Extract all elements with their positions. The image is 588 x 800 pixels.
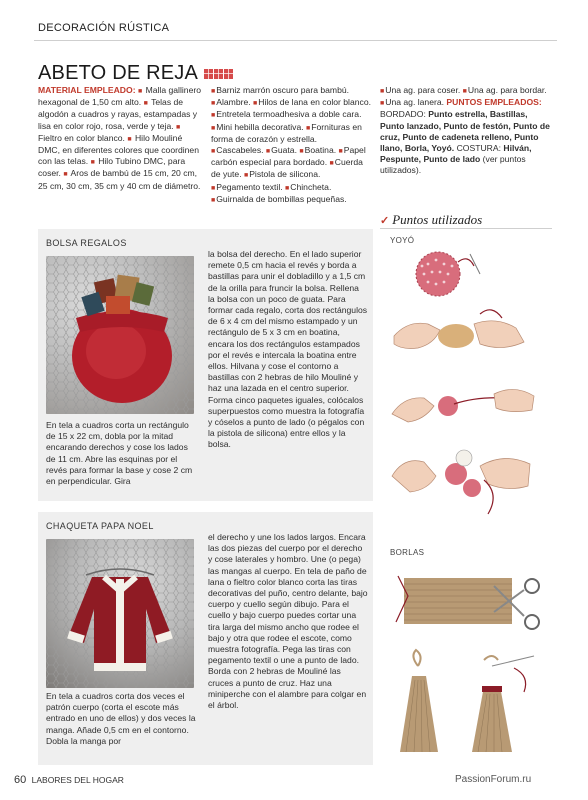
bullet-icon: ■ [253,100,258,108]
material-item: Fornituras en forma de corazón y estrella. [211,121,362,144]
bullet-icon: ■ [211,100,216,108]
costura-label: COSTURA: [456,143,501,154]
bullet-icon: ■ [90,159,95,167]
bullet-icon: ■ [211,148,216,156]
material-item: Barniz marrón oscuro para bambú. [216,85,350,95]
bullet-icon: ■ [299,148,304,156]
material-item: Cuerda de yute. [211,157,363,180]
bullet-icon: ■ [285,184,290,192]
material-item: Una ag. lanera. [385,97,444,108]
bullet-icon: ■ [127,135,132,143]
material-item: Guirnalda de bombillas pequeñas. [216,193,347,204]
costura-list: Hilván, Pespunte, Punto de lado [380,143,532,165]
bordado-list: Punto estrella, Bastillas, Punto lanzado, Punto de festón, Punto de cruz, Punto de cadeneta relleno, Punto llano, Borla, Yoyó. [380,109,550,154]
bullet-icon: ■ [63,171,68,179]
materials-column-2 [211,85,371,206]
chaqueta-text-right: el derecho y une los lados largos. Encara las dos piezas del cuerpo por el derecho y cose laterales y hombro. Une (o pega) las mangas al cuerpo. En tela de paño de lana o fieltro color blanco corta las tiras decorativas del puño, centro delante, bajo cuerpo y cuello según dibujo. Para el cuello y bajo cuerpo puedes cortar una tira larga del mismo ancho que rodee el bajo y otra que rodee el escote, como muestra fotografía. Pega las tiras con pegamento textil o une a punto de lado. Borda con 2 hebras de Mouliné las cruces a punto de cruz. Haz una miniperche con el alambre para colgar en el árbol. [208,532,368,711]
bullet-icon: ■ [137,88,143,95]
material-item: Una ag. para bordar. [467,85,547,95]
material-item: Entretela termoadhesiva a doble cara. [216,109,362,120]
materials-intro: Malla gallinero hexagonal de 1,50 cm alto. [38,85,201,108]
material-item: Pistola de silicona. [249,169,321,180]
chaqueta-title: CHAQUETA PAPA NOEL [46,521,154,531]
material-item: Hilo Tubino DMC, para coser. [38,156,186,179]
bullet-icon: ■ [211,88,216,95]
material-item: Pegamento textil. [216,181,283,192]
material-item: Hilo Mouliné DMC, en diferentes colores que coordinen con las telas. [38,132,199,167]
bolsa-text-right: la bolsa del derecho. En el lado superior remete 0,5 cm hacia el revés y borda a bastillas para unir el dobladillo y a 1,5 cm de la orilla para fruncir la bolsa. Rellena la bolsa con un poco de guata. Para formar cada regalo, corta dos rectángulos de 6 x 4 cm del mismo estampado y un rectángulo de 5 x 3 cm en boatina, encara los dos rectángulos estampados por el revés e intercala la boatina entre ellos. Hilvana y cose el contorno a bastillas con 2 hebras de hilo Mouliné y haz una lazada en el centro superior. Forma cinco paquetes iguales, colócalos superpuestos como muestra la fotografía y cóselos a punto de lado (o pégalos con la pistola de silicona) entre ellos y la bolsa. [208,249,368,450]
material-item: Cascabeles. [216,145,264,156]
costura-tail: (ver puntos utilizados). [380,154,526,176]
bullet-icon: ■ [243,172,249,180]
bolsa-regalos-panel [38,229,373,501]
material-item: Mini hebilla decorativa. [216,121,304,132]
materials-column-1 [38,85,203,192]
bolsa-text-left: En tela a cuadros corta un rectángulo de 15 x 22 cm, dobla por la mitad encarando derechos y cose los lados de 11 cm. Abre las esquinas por el revés para formar la base y cose 2 cm en perpendicular. Gira [46,420,193,487]
yoyo-label: YOYÓ [390,236,415,245]
bullet-icon: ■ [211,124,216,132]
puntos-divider [380,228,552,229]
bullet-icon: ■ [380,88,385,95]
material-item: Telas de algodón a cuadros y rayas, estampadas y lisa en color rojo, rosa, verde y teja. [38,97,198,131]
bullet-icon: ■ [176,123,181,131]
gift-bag-photo [46,256,194,414]
puntos-label: PUNTOS EMPLEADOS: [446,97,542,108]
bullet-icon: ■ [306,124,311,132]
materials-column-3 [380,85,552,177]
bullet-icon: ■ [143,100,148,108]
material-item: Boatina. [304,145,337,156]
bullet-icon: ■ [329,160,334,168]
section-header: DECORACIÓN RÚSTICA [38,22,170,34]
bullet-icon: ■ [265,148,271,156]
puntos-title: Puntos utilizados [392,212,483,227]
bullet-icon: ■ [380,100,385,108]
watermark: PassionForum.ru [455,774,532,785]
checkered-squares-icon [204,69,233,79]
checkmark-icon: ✓ [380,214,390,227]
material-item: Aros de bambú de 15 cm, 20 cm, 25 cm, 30 cm, 35 cm y 40 cm de diámetro. [38,168,201,191]
chaqueta-text-left: En tela a cuadros corta dos veces el patrón cuerpo (corta el escote más entrado en uno de ellos) y dos veces la manga. Añade 0,5 cm en el contorno. Dobla la manga por [46,691,196,746]
magazine-name: LABORES DEL HOGAR [31,775,124,785]
borlas-label: BORLAS [390,548,425,557]
title-block [38,62,233,85]
material-item: Fieltro en color blanco. [38,132,125,143]
bullet-icon: ■ [211,196,216,204]
yoyo-illustration [384,244,544,524]
material-item: Una ag. para coser. [385,85,461,95]
bolsa-title: BOLSA REGALOS [46,238,127,248]
header-divider [34,40,557,41]
bordado-label: BORDADO: [380,109,426,120]
material-item: Alambre. [216,97,251,108]
material-item: Papel carbón especial para bordado. [211,145,366,168]
page-footer [14,774,124,786]
page-title: ABETO DE REJA [38,62,199,84]
borlas-illustration [384,556,544,756]
bullet-icon: ■ [211,184,216,192]
material-item: Chincheta. [290,181,332,192]
chaqueta-panel [38,512,373,765]
santa-jacket-photo [46,539,194,688]
bullet-icon: ■ [211,112,216,120]
bullet-icon: ■ [462,88,467,95]
materials-label: MATERIAL EMPLEADO: [38,85,136,95]
page-number: 60 [14,774,27,786]
material-item: Hilos de lana en color blanco. [258,97,371,108]
bullet-icon: ■ [338,148,343,156]
material-item: Guata. [271,145,297,156]
puntos-header [380,212,482,228]
